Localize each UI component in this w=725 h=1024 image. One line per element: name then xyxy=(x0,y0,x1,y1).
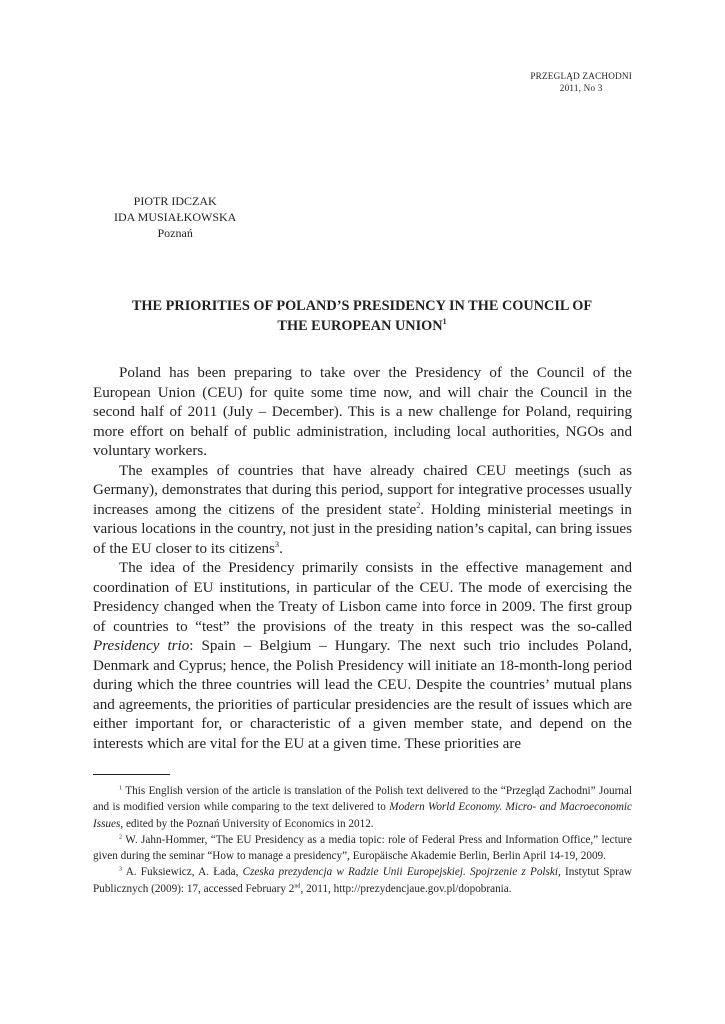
author-block xyxy=(114,193,236,241)
footnote-text: , 2011, http://prezydencjaue.gov.pl/dopobrania. xyxy=(300,882,512,895)
footnote-number: 1 xyxy=(119,785,123,792)
footnote-text: , edited by the Poznań University of Economics in 2012. xyxy=(120,817,374,830)
footnote-text: This English version of the article is translation of the Polish text delivered to the “Przegląd Zachodni” Journal and is modified version while comparing to the text delivered to xyxy=(93,785,632,814)
footnote-number: 3 xyxy=(119,866,123,873)
footnote-italic: Czeska prezydencja w Radzie Unii Europejskiej. Spojrzenie z Polski, xyxy=(242,866,561,879)
footnote-marker: 1 xyxy=(442,317,447,327)
title-line-text: THE EUROPEAN UNION xyxy=(277,318,443,334)
footnote xyxy=(93,832,632,865)
ordinal-suffix: nd xyxy=(294,883,301,890)
paragraph-text: The idea of the Presidency primarily consists in the effective management and coordination of EU institutions, in particular of the CEU. The mode of exercising the Presidency changed when the Treaty of Lisbon came into force in 2009. The first group of countries to “test” the provisions of the treaty in this respect was the so-called xyxy=(93,560,632,635)
footnote-marker: 2 xyxy=(416,500,421,510)
author-name: PIOTR IDCZAK xyxy=(133,194,217,208)
paragraph-text: : Spain – Belgium – Hungary. The next such trio includes Poland, Denmark and Cyprus; hence, the Polish Presidency will initiate an 18-month-long period during which the three countries will lead the CEU. Despite the countries’ mutual plans and agreements, the priorities of particular presidencies are the result of issues which are either important for, or characteristic of a given member state, and depend on the interests which are vital for the EU at a given time. These priorities are xyxy=(93,638,632,752)
article-body xyxy=(93,364,632,754)
footnotes xyxy=(93,783,632,897)
footnote-text: Instytut Spraw Publicznych (2009): 17, accessed February 2 xyxy=(93,866,632,895)
paragraph-text: Poland has been preparing to take over the Presidency of the Council of the European Union (CEU) for quite some time now, and will chair the Council in the second half of 2011 (July – December). This is a new challenge for Poland, requiring more effort on behalf of public administration, including local authorities, NGOs and voluntary workers. xyxy=(93,365,632,459)
footnote xyxy=(93,783,632,832)
article-title xyxy=(92,296,632,336)
paragraph xyxy=(93,364,632,462)
journal-issue: 2011, No 3 xyxy=(559,83,603,93)
paragraph-text: The examples of countries that have already chaired CEU meetings (such as Germany), demonstrates that during this period, support for integrative processes usually increases among the citizens of the president state xyxy=(93,462,632,518)
italic-term: Presidency trio xyxy=(93,638,190,654)
title-line: THE PRIORITIES OF POLAND’S PRESIDENCY IN THE COUNCIL OF xyxy=(131,298,593,314)
footnote-text: W. Jahn-Hommer, “The EU Presidency as a media topic: role of Federal Press and Information Office,” lecture given during the seminar “How to manage a presidency”, Europäische Akademie Berlin, Berlin April 14-19, 2009. xyxy=(93,833,632,863)
journal-header xyxy=(530,70,632,94)
footnote-number: 2 xyxy=(119,834,123,841)
author-city: Poznań xyxy=(157,226,193,240)
footnote-italic: Modern World Economy. Micro- and Macroeconomic Issues xyxy=(93,801,633,830)
journal-name: PRZEGLĄD ZACHODNI xyxy=(530,71,632,81)
footnote-text: A. Fuksiewicz, A. Łada, xyxy=(125,866,243,879)
footnote-divider xyxy=(93,774,170,775)
paragraph xyxy=(93,462,632,560)
author-name: IDA MUSIAŁKOWSKA xyxy=(114,210,237,224)
title-line xyxy=(92,316,632,336)
paragraph xyxy=(93,559,632,754)
footnote-marker: 3 xyxy=(274,539,280,549)
footnote xyxy=(93,864,632,897)
paragraph-text: . xyxy=(279,540,283,557)
paragraph-text: . Holding ministerial meetings in various locations in the country, not just in the presiding nation’s capital, can bring issues of the EU closer to its citizens xyxy=(93,501,632,557)
